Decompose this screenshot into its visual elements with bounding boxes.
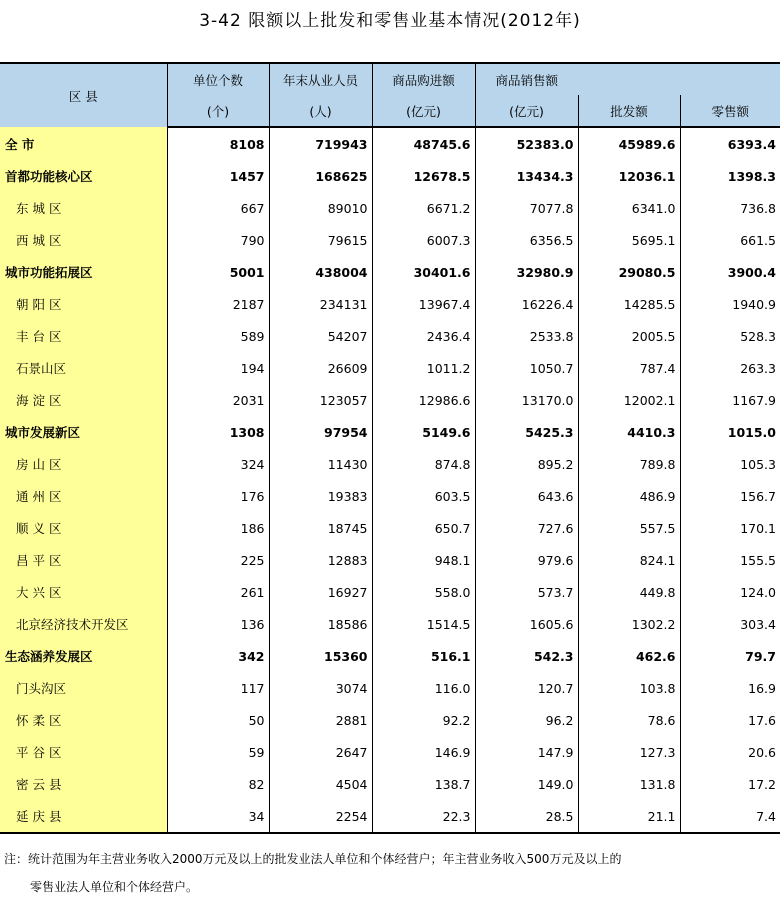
table-row bbox=[0, 768, 780, 800]
row-name: 首都功能核心区 bbox=[0, 160, 167, 192]
cell-value: 650.7 bbox=[372, 512, 475, 544]
cell-value: 234131 bbox=[269, 288, 372, 320]
cell-value: 462.6 bbox=[578, 640, 680, 672]
cell-value: 6356.5 bbox=[475, 224, 578, 256]
cell-value: 895.2 bbox=[475, 448, 578, 480]
row-name: 生态涵养发展区 bbox=[0, 640, 167, 672]
page-title: 3-42 限额以上批发和零售业基本情况(2012年) bbox=[199, 11, 581, 31]
cell-value: 6341.0 bbox=[578, 192, 680, 224]
cell-value: 5001 bbox=[167, 256, 269, 288]
cell-value: 117 bbox=[167, 672, 269, 704]
cell-value: 32980.9 bbox=[475, 256, 578, 288]
cell-value: 2031 bbox=[167, 384, 269, 416]
header-employees: 年末从业人员 bbox=[269, 63, 372, 95]
row-name: 城市发展新区 bbox=[0, 416, 167, 448]
row-name: 房 山 区 bbox=[0, 448, 167, 480]
table-row bbox=[0, 352, 780, 384]
cell-value: 719943 bbox=[269, 127, 372, 160]
cell-value: 1398.3 bbox=[680, 160, 780, 192]
cell-value: 12036.1 bbox=[578, 160, 680, 192]
cell-value: 573.7 bbox=[475, 576, 578, 608]
cell-value: 22.3 bbox=[372, 800, 475, 833]
cell-value: 17.6 bbox=[680, 704, 780, 736]
cell-value: 1514.5 bbox=[372, 608, 475, 640]
table-row bbox=[0, 800, 780, 833]
cell-value: 2436.4 bbox=[372, 320, 475, 352]
cell-value: 16226.4 bbox=[475, 288, 578, 320]
cell-value: 2881 bbox=[269, 704, 372, 736]
cell-value: 303.4 bbox=[680, 608, 780, 640]
table-row bbox=[0, 736, 780, 768]
header-employees-unit: (人) bbox=[269, 95, 372, 127]
table-row bbox=[0, 127, 780, 160]
cell-value: 643.6 bbox=[475, 480, 578, 512]
cell-value: 7077.8 bbox=[475, 192, 578, 224]
cell-value: 14285.5 bbox=[578, 288, 680, 320]
cell-value: 542.3 bbox=[475, 640, 578, 672]
header-units-unit: (个) bbox=[167, 95, 269, 127]
cell-value: 979.6 bbox=[475, 544, 578, 576]
row-name: 通 州 区 bbox=[0, 480, 167, 512]
table-body bbox=[0, 127, 780, 833]
cell-value: 5425.3 bbox=[475, 416, 578, 448]
header-purchases: 商品购进额 bbox=[372, 63, 475, 95]
cell-value: 558.0 bbox=[372, 576, 475, 608]
row-name: 怀 柔 区 bbox=[0, 704, 167, 736]
cell-value: 116.0 bbox=[372, 672, 475, 704]
row-name: 东 城 区 bbox=[0, 192, 167, 224]
row-name: 昌 平 区 bbox=[0, 544, 167, 576]
cell-value: 16927 bbox=[269, 576, 372, 608]
row-name: 丰 台 区 bbox=[0, 320, 167, 352]
cell-value: 12986.6 bbox=[372, 384, 475, 416]
cell-value: 8108 bbox=[167, 127, 269, 160]
cell-value: 186 bbox=[167, 512, 269, 544]
cell-value: 16.9 bbox=[680, 672, 780, 704]
cell-value: 34 bbox=[167, 800, 269, 833]
cell-value: 2005.5 bbox=[578, 320, 680, 352]
cell-value: 263.3 bbox=[680, 352, 780, 384]
table-row bbox=[0, 416, 780, 448]
cell-value: 79.7 bbox=[680, 640, 780, 672]
cell-value: 138.7 bbox=[372, 768, 475, 800]
data-table bbox=[0, 62, 780, 834]
row-name: 全 市 bbox=[0, 127, 167, 160]
cell-value: 20.6 bbox=[680, 736, 780, 768]
table-row bbox=[0, 672, 780, 704]
cell-value: 1050.7 bbox=[475, 352, 578, 384]
row-name: 城市功能拓展区 bbox=[0, 256, 167, 288]
cell-value: 789.8 bbox=[578, 448, 680, 480]
row-name: 顺 义 区 bbox=[0, 512, 167, 544]
row-name: 朝 阳 区 bbox=[0, 288, 167, 320]
cell-value: 589 bbox=[167, 320, 269, 352]
table-row bbox=[0, 384, 780, 416]
cell-value: 18745 bbox=[269, 512, 372, 544]
table-row bbox=[0, 320, 780, 352]
table-row bbox=[0, 192, 780, 224]
cell-value: 103.8 bbox=[578, 672, 680, 704]
header-district: 区 县 bbox=[0, 63, 167, 127]
cell-value: 6671.2 bbox=[372, 192, 475, 224]
table-row bbox=[0, 480, 780, 512]
cell-value: 4410.3 bbox=[578, 416, 680, 448]
cell-value: 13967.4 bbox=[372, 288, 475, 320]
cell-value: 1302.2 bbox=[578, 608, 680, 640]
cell-value: 50 bbox=[167, 704, 269, 736]
cell-value: 736.8 bbox=[680, 192, 780, 224]
cell-value: 1940.9 bbox=[680, 288, 780, 320]
cell-value: 18586 bbox=[269, 608, 372, 640]
header-units: 单位个数 bbox=[167, 63, 269, 95]
cell-value: 727.6 bbox=[475, 512, 578, 544]
cell-value: 176 bbox=[167, 480, 269, 512]
cell-value: 89010 bbox=[269, 192, 372, 224]
header-purchases-unit: (亿元) bbox=[372, 95, 475, 127]
cell-value: 11430 bbox=[269, 448, 372, 480]
footnote-line2: 零售业法人单位和个体经营户。 bbox=[30, 880, 199, 894]
cell-value: 28.5 bbox=[475, 800, 578, 833]
cell-value: 2187 bbox=[167, 288, 269, 320]
cell-value: 12678.5 bbox=[372, 160, 475, 192]
cell-value: 105.3 bbox=[680, 448, 780, 480]
cell-value: 3900.4 bbox=[680, 256, 780, 288]
cell-value: 874.8 bbox=[372, 448, 475, 480]
cell-value: 261 bbox=[167, 576, 269, 608]
table-row bbox=[0, 544, 780, 576]
cell-value: 48745.6 bbox=[372, 127, 475, 160]
cell-value: 667 bbox=[167, 192, 269, 224]
table-row bbox=[0, 640, 780, 672]
row-name: 北京经济技术开发区 bbox=[0, 608, 167, 640]
cell-value: 7.4 bbox=[680, 800, 780, 833]
cell-value: 824.1 bbox=[578, 544, 680, 576]
table-row bbox=[0, 224, 780, 256]
cell-value: 790 bbox=[167, 224, 269, 256]
cell-value: 127.3 bbox=[578, 736, 680, 768]
row-name: 延 庆 县 bbox=[0, 800, 167, 833]
cell-value: 45989.6 bbox=[578, 127, 680, 160]
table-row bbox=[0, 576, 780, 608]
footnote bbox=[4, 845, 621, 901]
cell-value: 6007.3 bbox=[372, 224, 475, 256]
table-row bbox=[0, 448, 780, 480]
cell-value: 787.4 bbox=[578, 352, 680, 384]
cell-value: 1015.0 bbox=[680, 416, 780, 448]
table-row bbox=[0, 160, 780, 192]
cell-value: 12883 bbox=[269, 544, 372, 576]
cell-value: 13434.3 bbox=[475, 160, 578, 192]
row-name: 平 谷 区 bbox=[0, 736, 167, 768]
cell-value: 168625 bbox=[269, 160, 372, 192]
row-name: 西 城 区 bbox=[0, 224, 167, 256]
cell-value: 124.0 bbox=[680, 576, 780, 608]
cell-value: 78.6 bbox=[578, 704, 680, 736]
cell-value: 1011.2 bbox=[372, 352, 475, 384]
cell-value: 147.9 bbox=[475, 736, 578, 768]
cell-value: 149.0 bbox=[475, 768, 578, 800]
cell-value: 123057 bbox=[269, 384, 372, 416]
cell-value: 30401.6 bbox=[372, 256, 475, 288]
cell-value: 146.9 bbox=[372, 736, 475, 768]
cell-value: 15360 bbox=[269, 640, 372, 672]
cell-value: 4504 bbox=[269, 768, 372, 800]
header-wholesale: 批发额 bbox=[578, 95, 680, 127]
cell-value: 2533.8 bbox=[475, 320, 578, 352]
header-retail: 零售额 bbox=[680, 95, 780, 127]
cell-value: 21.1 bbox=[578, 800, 680, 833]
row-name: 大 兴 区 bbox=[0, 576, 167, 608]
cell-value: 59 bbox=[167, 736, 269, 768]
cell-value: 79615 bbox=[269, 224, 372, 256]
cell-value: 194 bbox=[167, 352, 269, 384]
cell-value: 19383 bbox=[269, 480, 372, 512]
cell-value: 82 bbox=[167, 768, 269, 800]
row-name: 门头沟区 bbox=[0, 672, 167, 704]
table-row bbox=[0, 256, 780, 288]
cell-value: 13170.0 bbox=[475, 384, 578, 416]
cell-value: 1167.9 bbox=[680, 384, 780, 416]
header-sales-unit: (亿元) bbox=[475, 95, 578, 127]
cell-value: 29080.5 bbox=[578, 256, 680, 288]
cell-value: 170.1 bbox=[680, 512, 780, 544]
row-name: 石景山区 bbox=[0, 352, 167, 384]
cell-value: 603.5 bbox=[372, 480, 475, 512]
cell-value: 5695.1 bbox=[578, 224, 680, 256]
cell-value: 97954 bbox=[269, 416, 372, 448]
cell-value: 136 bbox=[167, 608, 269, 640]
cell-value: 96.2 bbox=[475, 704, 578, 736]
header-sales: 商品销售额 bbox=[475, 63, 780, 95]
cell-value: 225 bbox=[167, 544, 269, 576]
row-name: 海 淀 区 bbox=[0, 384, 167, 416]
cell-value: 155.5 bbox=[680, 544, 780, 576]
cell-value: 52383.0 bbox=[475, 127, 578, 160]
cell-value: 948.1 bbox=[372, 544, 475, 576]
cell-value: 2254 bbox=[269, 800, 372, 833]
cell-value: 2647 bbox=[269, 736, 372, 768]
table-row bbox=[0, 608, 780, 640]
cell-value: 1457 bbox=[167, 160, 269, 192]
table-row bbox=[0, 512, 780, 544]
cell-value: 131.8 bbox=[578, 768, 680, 800]
cell-value: 486.9 bbox=[578, 480, 680, 512]
cell-value: 342 bbox=[167, 640, 269, 672]
cell-value: 156.7 bbox=[680, 480, 780, 512]
cell-value: 1308 bbox=[167, 416, 269, 448]
cell-value: 1605.6 bbox=[475, 608, 578, 640]
cell-value: 438004 bbox=[269, 256, 372, 288]
cell-value: 6393.4 bbox=[680, 127, 780, 160]
cell-value: 528.3 bbox=[680, 320, 780, 352]
cell-value: 12002.1 bbox=[578, 384, 680, 416]
cell-value: 120.7 bbox=[475, 672, 578, 704]
cell-value: 26609 bbox=[269, 352, 372, 384]
cell-value: 5149.6 bbox=[372, 416, 475, 448]
cell-value: 3074 bbox=[269, 672, 372, 704]
cell-value: 661.5 bbox=[680, 224, 780, 256]
cell-value: 92.2 bbox=[372, 704, 475, 736]
cell-value: 516.1 bbox=[372, 640, 475, 672]
row-name: 密 云 县 bbox=[0, 768, 167, 800]
cell-value: 557.5 bbox=[578, 512, 680, 544]
cell-value: 449.8 bbox=[578, 576, 680, 608]
footnote-line1: 注：统计范围为年主营业务收入2000万元及以上的批发业法人单位和个体经营户；年主营业务收入500万元及以上的 bbox=[4, 852, 622, 866]
cell-value: 54207 bbox=[269, 320, 372, 352]
table-row bbox=[0, 288, 780, 320]
table-row bbox=[0, 704, 780, 736]
cell-value: 324 bbox=[167, 448, 269, 480]
cell-value: 17.2 bbox=[680, 768, 780, 800]
